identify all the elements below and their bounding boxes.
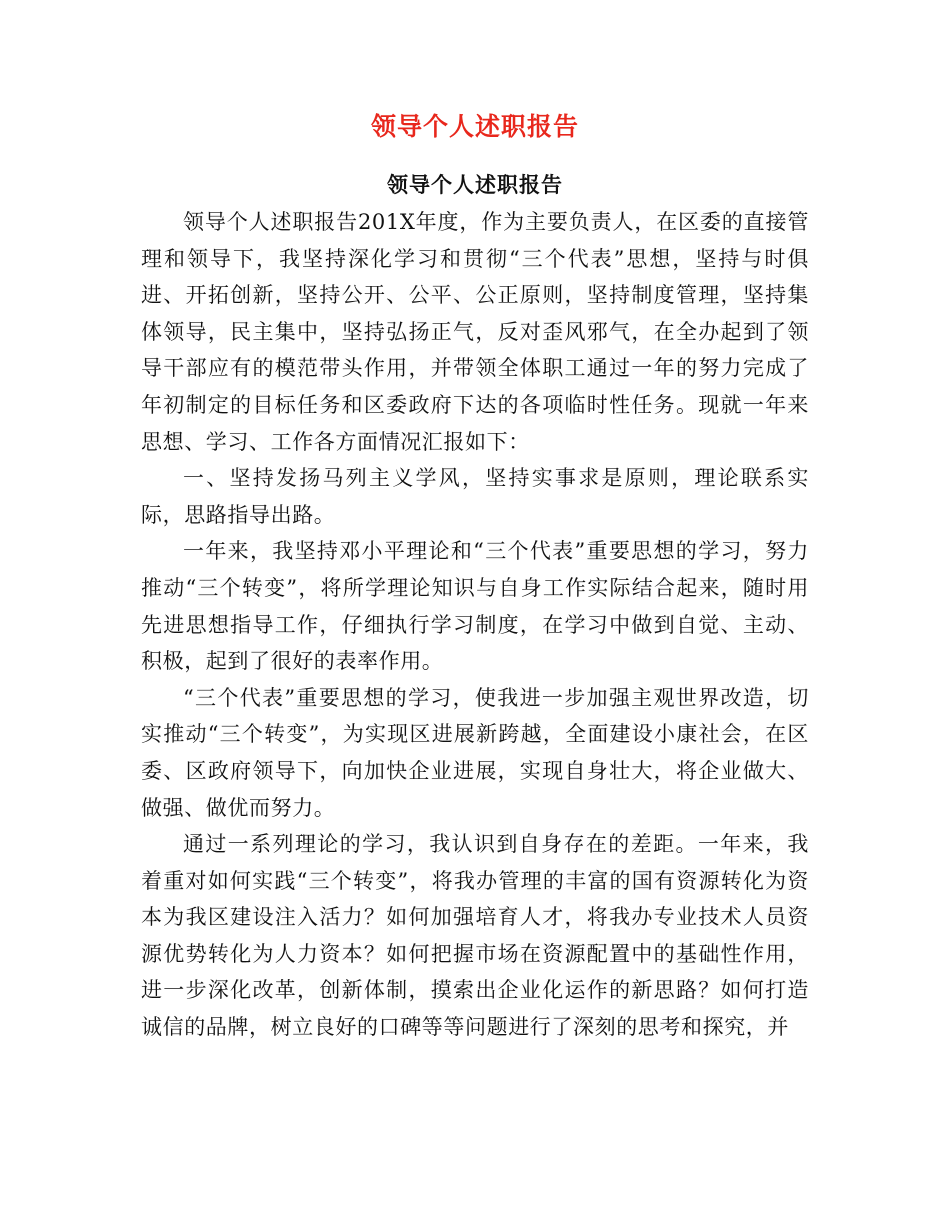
paragraph-5: 通过一系列理论的学习，我认识到自身存在的差距。一年来，我着重对如何实践“三个转变”，将我办管理的丰富的国有资源转化为资本为我区建设注入活力？如何加强培育人才，将我办专业技术人员资源优势转化为人力资本？如何把握市场在资源配置中的基础性作用，进一步深化改革，创新体制，摸索出企业化运作的新思路？如何打造诚信的品牌，树立良好的口碑等等问题进行了深刻的思考和探究，并 (141, 832, 809, 1040)
paragraph-2: 一、坚持发扬马列主义学风，坚持实事求是原则，理论联系实际，思路指导出路。 (141, 466, 809, 527)
document-subtitle: 领导个人述职报告 (387, 172, 563, 197)
paragraph-1: 领导个人述职报告201X年度，作为主要负责人，在区委的直接管理和领导下，我坚持深化学习和贯彻“三个代表”思想，坚持与时俱进、开拓创新，坚持公开、公平、公正原则，坚持制度管理，坚持集体领导，民主集中，坚持弘扬正气，反对歪风邪气，在全办起到了领导干部应有的模范带头作用，并带领全体职工通过一年的努力完成了年初制定的目标任务和区委政府下达的各项临时性任务。现就一年来思想、学习、工作各方面情况汇报如下： (141, 210, 809, 454)
document-body (141, 204, 809, 1046)
paragraph-3: 一年来，我坚持邓小平理论和“三个代表”重要思想的学习，努力推动“三个转变”，将所学理论知识与自身工作实际结合起来，随时用先进思想指导工作，仔细执行学习制度，在学习中做到自觉、主动、积极，起到了很好的表率作用。 (141, 539, 809, 674)
document-title: 领导个人述职报告 (370, 112, 579, 141)
paragraph-4: “三个代表”重要思想的学习，使我进一步加强主观世界改造，切实推动“三个转变”，为实现区进展新跨越，全面建设小康社会，在区委、区政府领导下，向加快企业进展，实现自身壮大，将企业做大、做强、做优而努力。 (141, 685, 809, 820)
